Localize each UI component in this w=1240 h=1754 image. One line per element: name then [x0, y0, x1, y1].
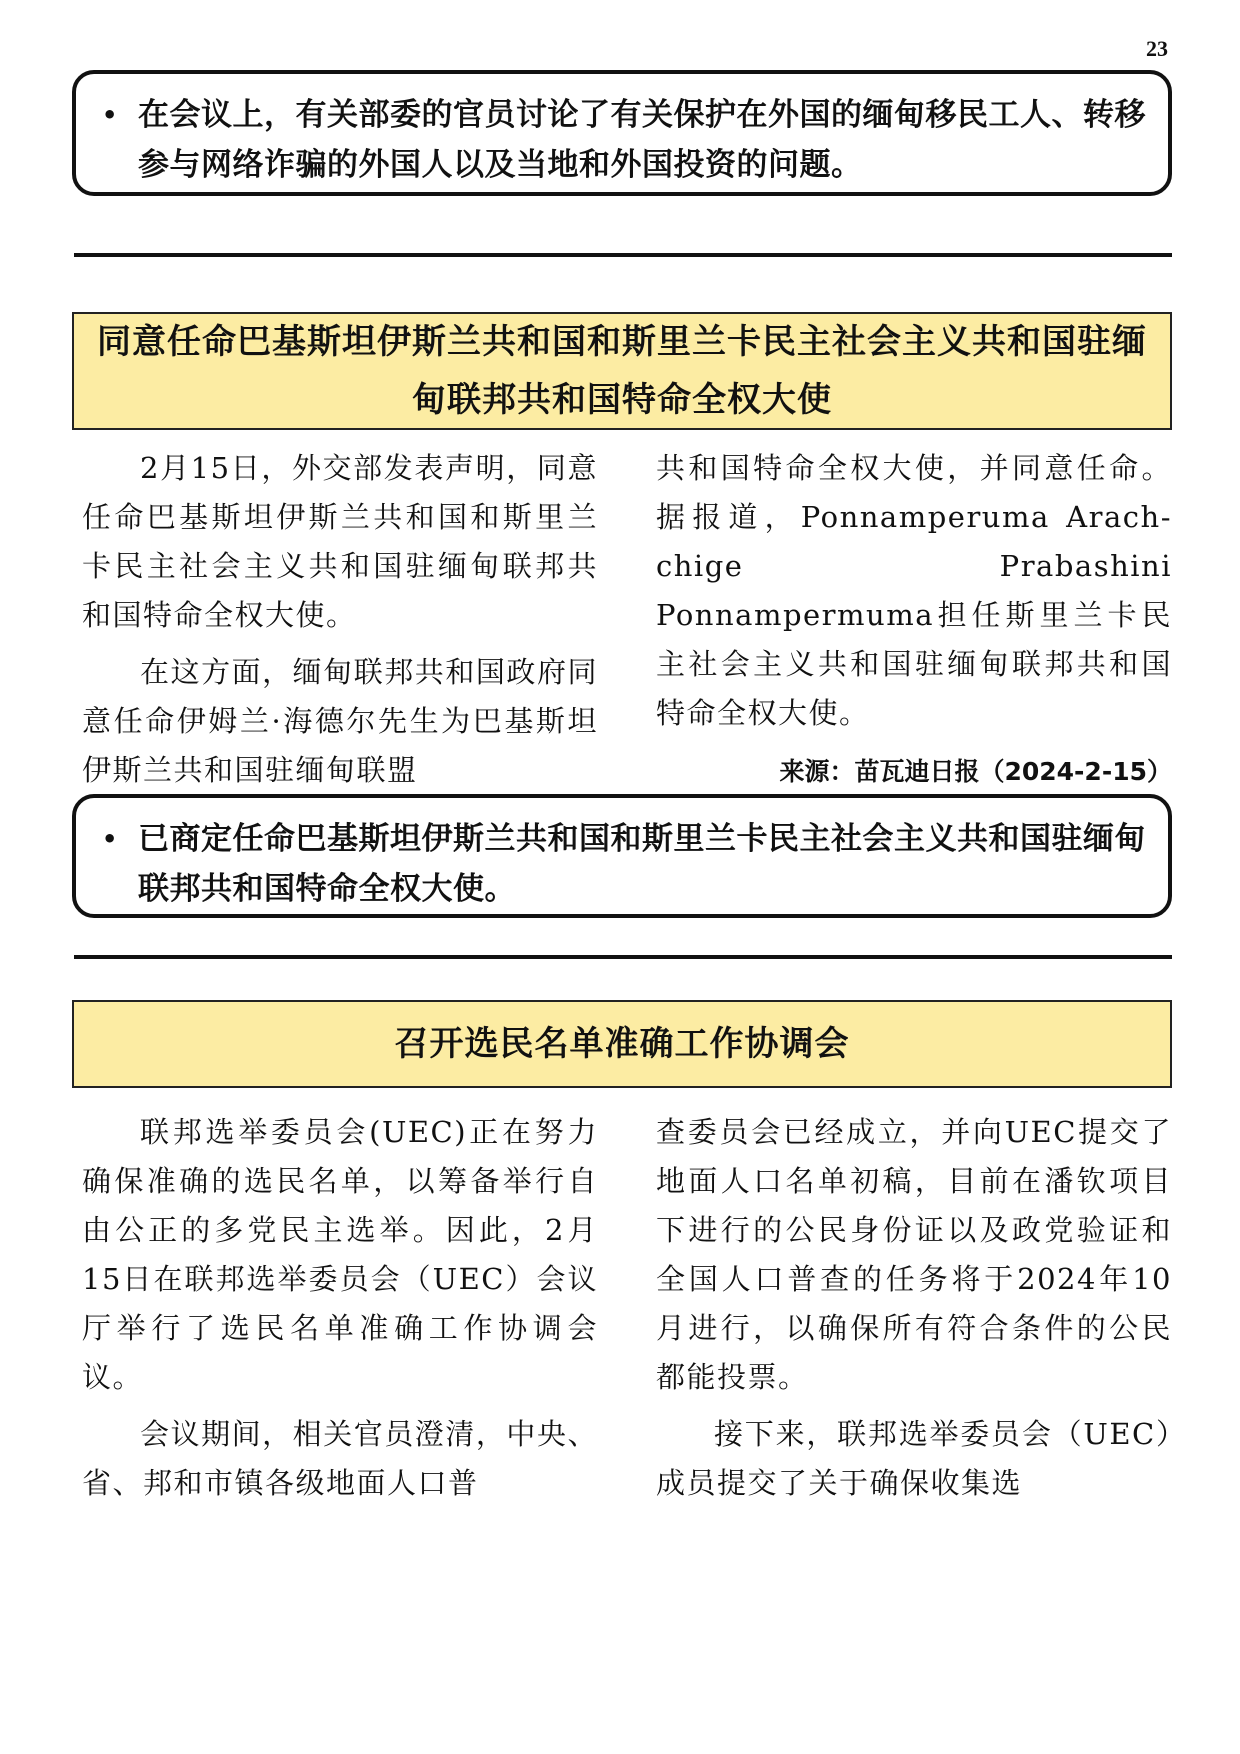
- paragraph: 在这方面，缅甸联邦共和国政府同意任命伊姆兰·海德尔先生为巴基斯坦伊斯兰共和国驻缅甸联盟: [82, 655, 598, 787]
- summary-text: 在会议上，有关部委的官员讨论了有关保护在外国的缅甸移民工人、转移参与网络诈骗的外国人以及当地和外国投资的问题。: [138, 97, 1146, 183]
- article-title-box: [72, 312, 1172, 430]
- summary-box-meeting: [72, 70, 1172, 196]
- article-title: 召开选民名单准确工作协调会: [394, 1024, 850, 1064]
- bullet-icon: •: [102, 101, 118, 129]
- article-body-ambassadors: [82, 444, 1172, 803]
- paragraph: 共和国特命全权大使，并同意任命。据报道，Ponnamperuma Arach-chige Prabashini Ponnampermuma担任斯里兰卡民主社会主义共和国驻缅甸联邦共和国特命全权大使。: [656, 451, 1172, 730]
- summary-text: 已商定任命巴基斯坦伊斯兰共和国和斯里兰卡民主社会主义共和国驻缅甸联邦共和国特命全权大使。: [138, 821, 1146, 907]
- article-title: 同意任命巴基斯坦伊斯兰共和国和斯里兰卡民主社会主义共和国驻缅甸联邦共和国特命全权大使: [97, 322, 1147, 420]
- paragraph: 联邦选举委员会(UEC)正在努力确保准确的选民名单，以筹备举行自由公正的多党民主选举。因此，2月15日在联邦选举委员会（UEC）会议厅举行了选民名单准确工作协调会议。: [82, 1115, 598, 1394]
- article-title-box: [72, 1000, 1172, 1088]
- paragraph: 接下来，联邦选举委员会（UEC）成员提交了关于确保收集选: [656, 1417, 1172, 1500]
- summary-item: [98, 90, 1146, 190]
- paragraph: 2月15日，外交部发表声明，同意任命巴基斯坦伊斯兰共和国和斯里兰卡民主社会主义共和国驻缅甸联邦共和国特命全权大使。: [82, 451, 598, 632]
- bullet-icon: •: [102, 825, 118, 853]
- section-divider: [74, 253, 1172, 257]
- paragraph: 查委员会已经成立，并向UEC提交了地面人口名单初稿，目前在潘钦项目下进行的公民身份证以及政党验证和全国人口普查的任务将于2024年10月进行，以确保所有符合条件的公民都能投票。: [656, 1115, 1172, 1394]
- source-citation: 来源：苗瓦迪日报（2024-2-15）: [779, 757, 1172, 786]
- article-body-voter-list: [82, 1108, 1172, 1516]
- summary-item: [98, 814, 1146, 914]
- article-column-right: [656, 1108, 1172, 1516]
- page-number: 23: [1146, 36, 1168, 61]
- article-column-right: [656, 444, 1172, 803]
- section-divider: [74, 955, 1172, 959]
- summary-list: [98, 90, 1146, 190]
- article-column-left: [82, 444, 598, 803]
- article-column-left: [82, 1108, 598, 1516]
- summary-list: [98, 814, 1146, 914]
- summary-box-ambassadors: [72, 794, 1172, 918]
- paragraph: 会议期间，相关官员澄清，中央、省、邦和市镇各级地面人口普: [82, 1417, 598, 1500]
